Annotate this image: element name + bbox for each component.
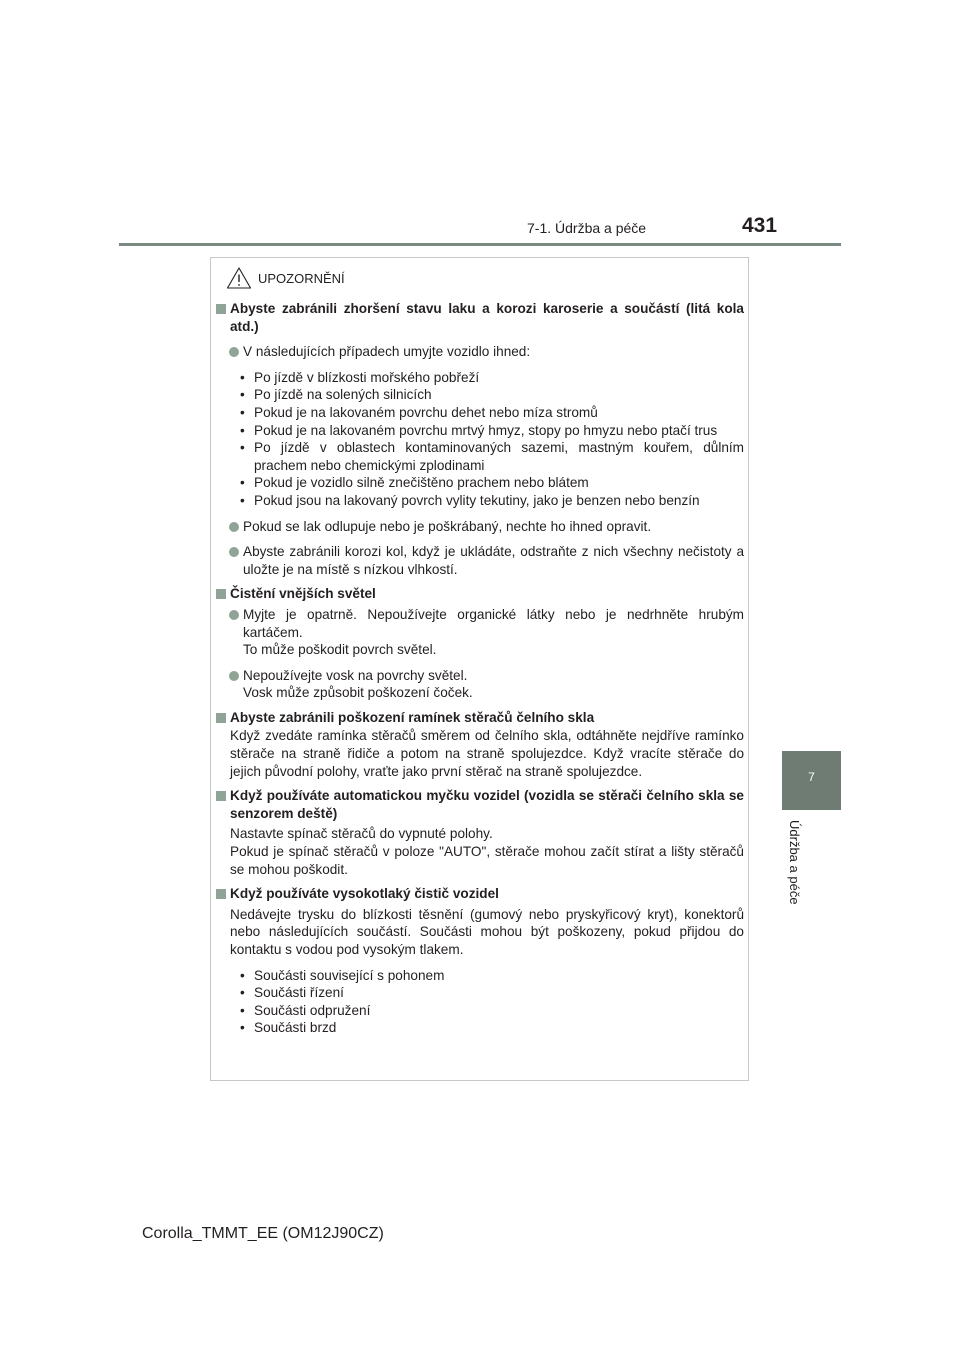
list-item: • Po jízdě v blízkosti mořského pobřeží: [240, 369, 744, 387]
bullet-item: [216, 667, 744, 702]
paragraph: Když zvedáte ramínka stěračů směrem od čelního skla, odtáhněte nejdříve ramínko stěrače na straně řidiče a potom na straně spolujezdce. Když vracíte stěrače do jejich původní polohy, vraťte jako první stěrač na straně spolujezdce.: [230, 728, 744, 779]
section-heading: Čistění vnějších světel: [216, 585, 744, 603]
bullet-line: Vosk může způsobit poškození čoček.: [243, 685, 473, 701]
list-item: • Pokud je na lakovaném povrchu dehet nebo míza stromů: [240, 404, 744, 422]
bullet-item: Abyste zabránili korozi kol, když je ukládáte, odstraňte z nich všechny nečistoty a uložte je na místě s nízkou vlhkostí.: [216, 543, 744, 578]
dash-list: [216, 369, 744, 510]
header-section-title: 7-1. Údržba a péče: [527, 220, 647, 236]
paragraph: [216, 825, 744, 878]
bullet-line: Myjte je opatrně. Nepoužívejte organické látky nebo je nedrhněte hrubým kartáčem.: [243, 606, 744, 640]
list-item: • Pokud je na lakovaném povrchu mrtvý hmyz, stopy po hmyzu nebo ptačí trus: [240, 422, 744, 440]
warning-box: [210, 257, 749, 1081]
list-item: • Pokud je vozidlo silně znečištěno prachem nebo blátem: [240, 474, 744, 492]
bullet-line: Nepoužívejte vosk na povrchy světel.: [243, 667, 468, 683]
list-item: • Součásti řízení: [240, 984, 744, 1002]
paragraph-line: Pokud je spínač stěračů v poloze "AUTO", stěrače mohou začít stírat a lišty stěračů se mohou poškodit.: [230, 844, 744, 877]
bullet-item: Pokud se lak odlupuje nebo je poškrábaný, nechte ho ihned opravit.: [216, 518, 744, 536]
list-item: • Součásti odpružení: [240, 1002, 744, 1020]
list-item: • Součásti související s pohonem: [240, 967, 744, 985]
list-item: • Pokud jsou na lakovaný povrch vylity tekutiny, jako je benzen nebo benzín: [240, 492, 744, 510]
section-heading: Když používáte automatickou myčku vozidel (vozidla se stěrači čelního skla se senzorem deště): [216, 787, 744, 822]
document-id: Corolla_TMMT_EE (OM12J90CZ): [142, 1225, 384, 1242]
chapter-label: Údržba a péče: [787, 820, 802, 905]
bullet-item: V následujících případech umyjte vozidlo ihned:: [216, 343, 744, 361]
warning-title: UPOZORNĚNÍ: [258, 270, 345, 286]
chapter-number: 7: [808, 770, 815, 784]
paragraph-line: Nastavte spínač stěračů do vypnuté polohy.: [230, 826, 493, 842]
warning-content: [216, 300, 744, 1037]
chapter-tab: [782, 751, 841, 810]
paragraph: Nedávejte trysku do blízkosti těsnění (gumový nebo pryskyřicový kryt), konektorů nebo následujících součástí. Součásti mohou být poškozeny, pokud přijdou do kontaktu s vodou pod vysokým tlakem.: [230, 906, 744, 957]
bullet-line: To může poškodit povrch světel.: [243, 642, 437, 658]
section-heading: Abyste zabránili poškození ramínek stěračů čelního skla: [216, 709, 744, 727]
list-item: • Po jízdě v oblastech kontaminovaných sazemi, mastným kouřem, důlním prachem nebo chemickými zplodinami: [240, 439, 744, 474]
warning-header: [226, 264, 345, 292]
dash-list: [216, 967, 744, 1037]
warning-triangle-icon: [226, 266, 252, 290]
list-item: • Součásti brzd: [240, 1019, 744, 1037]
section-heading: Když používáte vysokotlaký čistič vozidel: [216, 885, 744, 903]
bullet-item: [216, 606, 744, 659]
page-number: 431: [742, 214, 778, 237]
header-divider: [119, 243, 841, 246]
section-heading: Abyste zabránili zhoršení stavu laku a korozi karoserie a součástí (litá kola atd.): [216, 300, 744, 335]
list-item: • Po jízdě na solených silnicích: [240, 386, 744, 404]
